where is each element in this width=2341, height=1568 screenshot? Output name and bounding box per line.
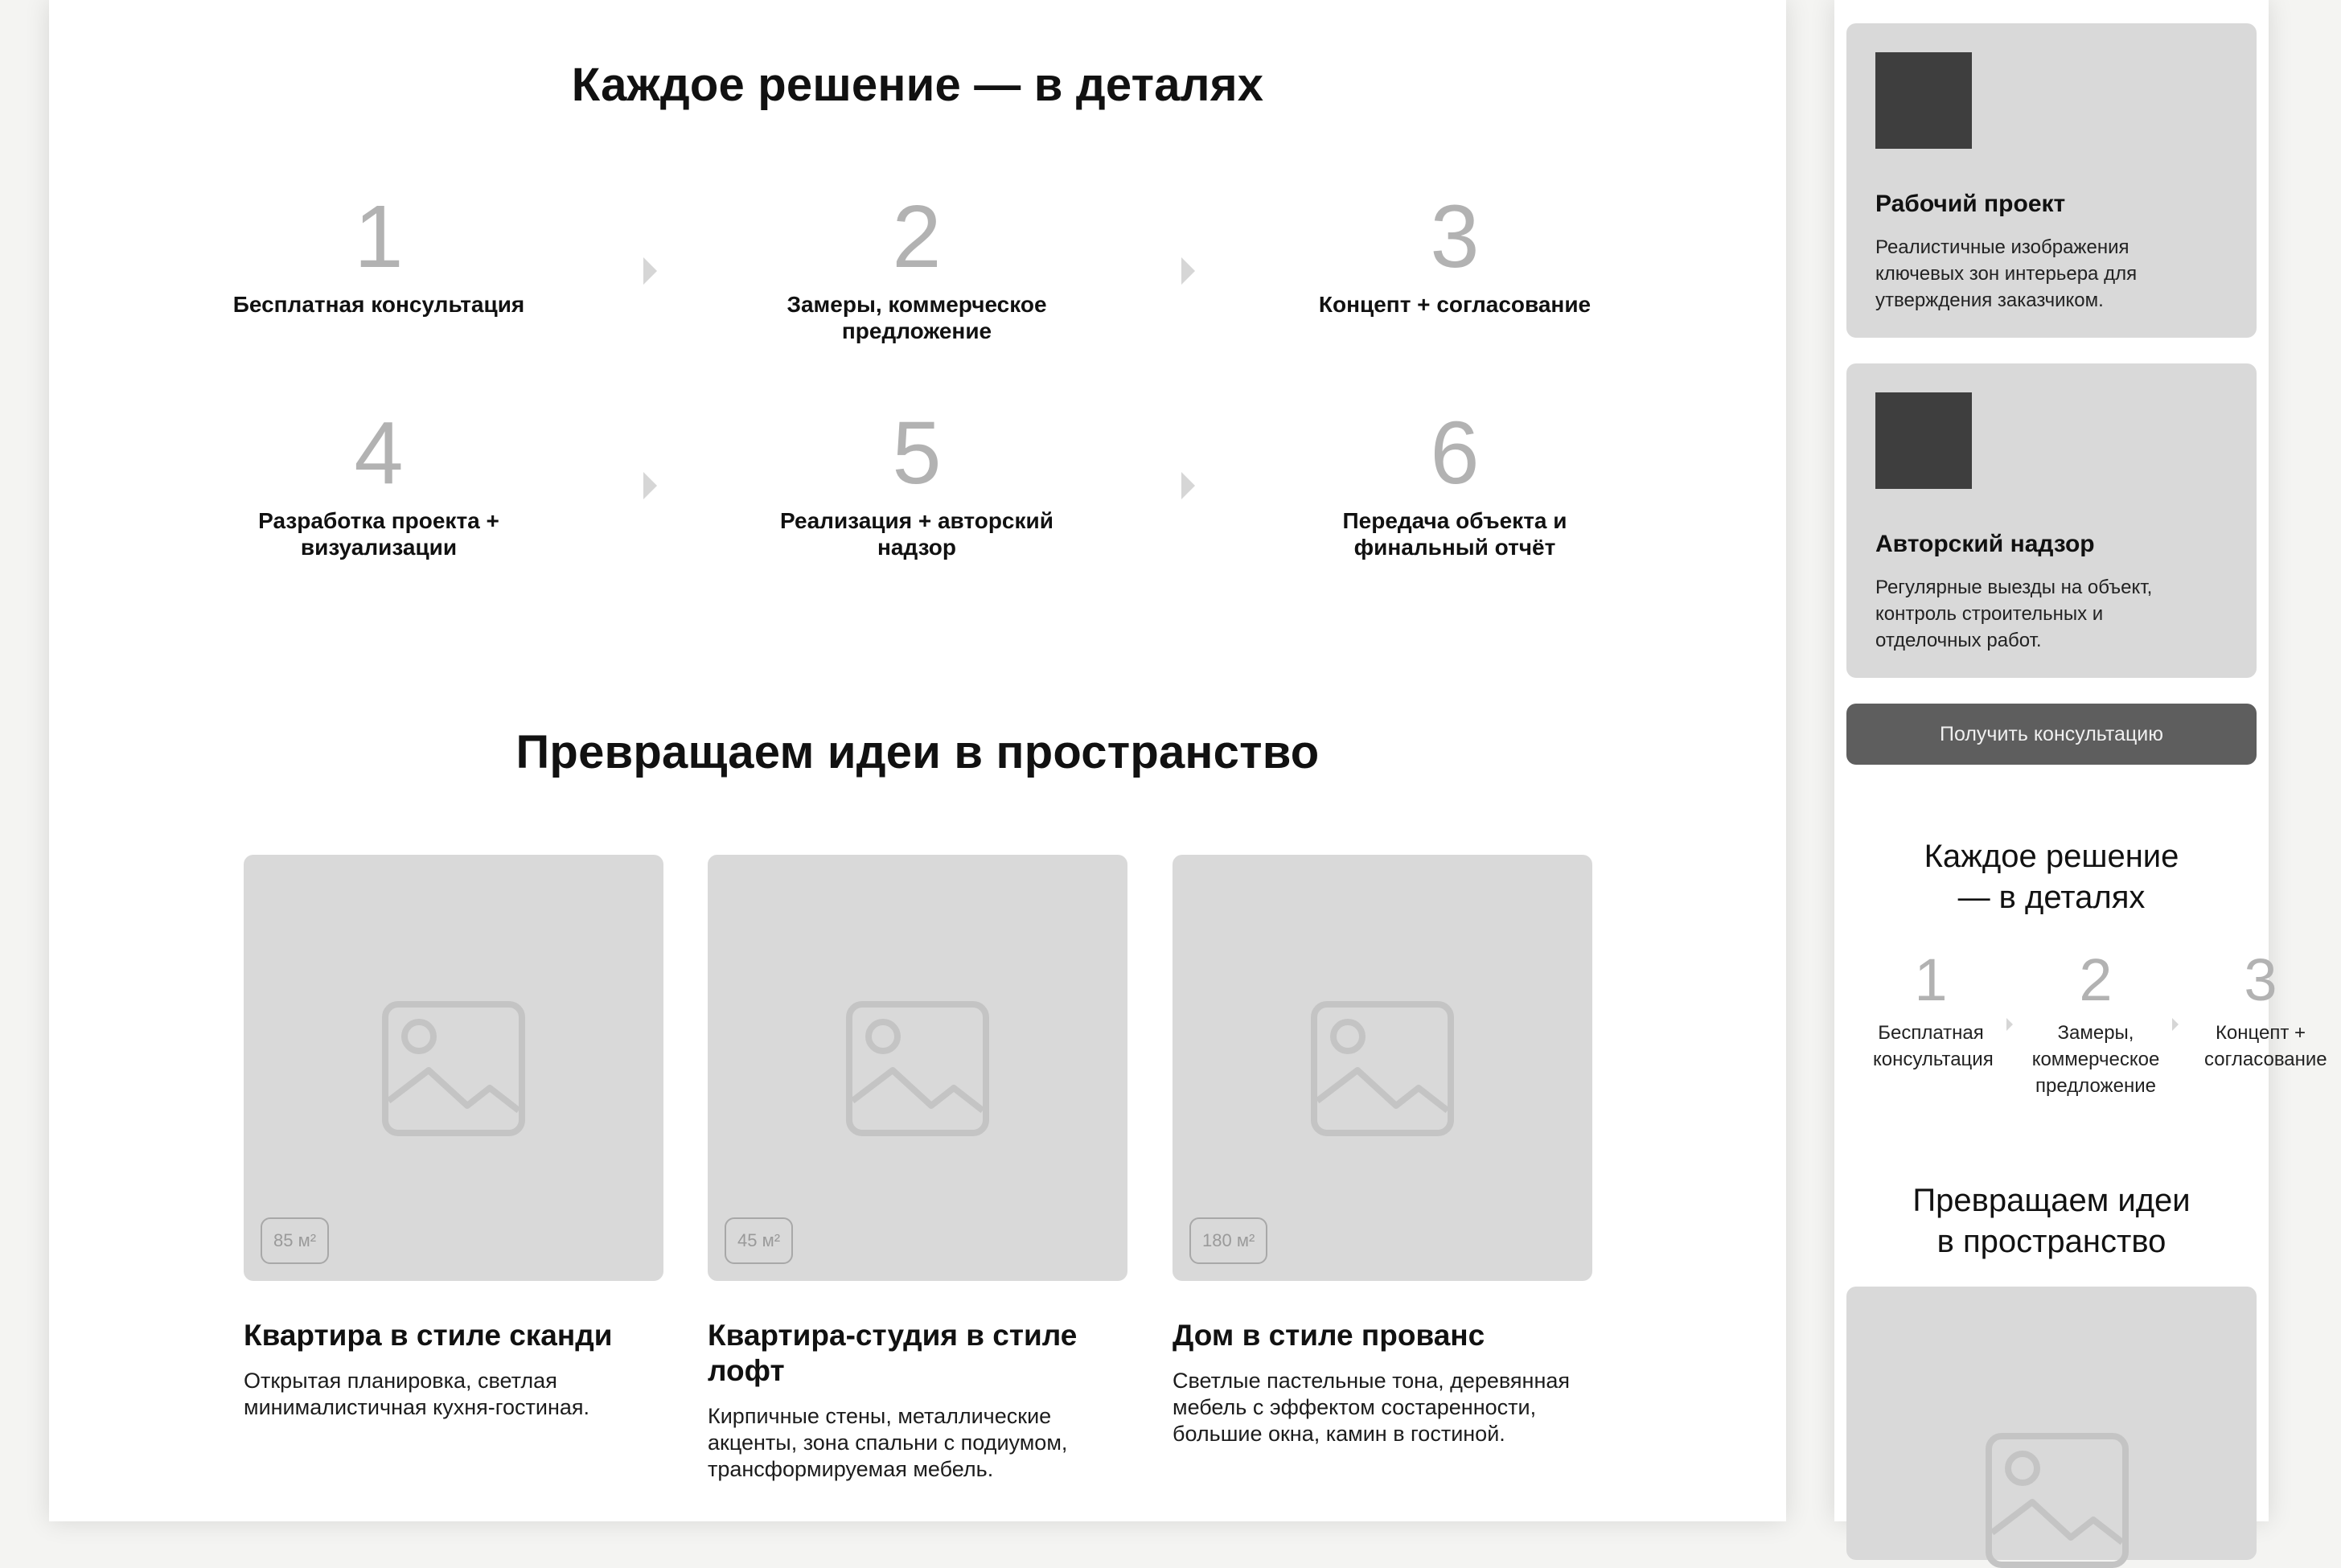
step-label: Замеры, коммерческое предложение — [786, 292, 1047, 343]
mobile-frame — [1834, 0, 2327, 1521]
service-icon — [1875, 52, 1972, 149]
process-step-4 — [210, 404, 548, 560]
mobile-process-title: Каждое решение — в деталях — [1924, 839, 2179, 915]
image-placeholder-icon — [382, 1001, 525, 1136]
step-label: Концепт + согласование — [1318, 292, 1591, 317]
image-placeholder-icon — [1986, 1433, 2129, 1568]
project-title: Квартира-студия в стиле лофт — [708, 1319, 1078, 1387]
desktop-frame — [49, 0, 1786, 1521]
project-image — [1173, 855, 1592, 1281]
step-label: Замеры, коммерческое предложение — [2031, 1022, 2160, 1097]
image-placeholder-icon — [1311, 1001, 1454, 1136]
service-description: Реалистичные изображения ключевых зон интерьера для утверждения заказчиком. — [1875, 236, 2138, 311]
process-title: Каждое решение — в деталях — [571, 59, 1264, 111]
chevron-right-icon — [2006, 1018, 2013, 1031]
step-number: 2 — [2079, 946, 2113, 1013]
process-step-1 — [210, 187, 548, 318]
area-badge: 180 м² — [1189, 1217, 1267, 1264]
project-description: Кирпичные стены, металлические акценты, зона спальни с подиумом, трансформируемая мебель. — [708, 1404, 1068, 1481]
service-title: Рабочий проект — [1875, 191, 2066, 217]
portfolio-title: Превращаем идеи в пространство — [515, 726, 1320, 778]
step-label: Концепт + согласование — [2204, 1022, 2327, 1070]
project-description: Светлые пастельные тона, деревянная мебель с эффектом состаренности, большие окна, камин в гостиной. — [1173, 1369, 1571, 1446]
process-step-5 — [748, 404, 1086, 560]
project-title: Квартира в стиле сканди — [244, 1319, 613, 1352]
image-placeholder-icon — [846, 1001, 989, 1136]
step-label: Разработка проекта + визуализации — [258, 508, 499, 560]
step-number: 2 — [892, 187, 942, 286]
service-icon — [1875, 392, 1972, 489]
project-title: Дом в стиле прованс — [1173, 1319, 1485, 1352]
process-step-6 — [1286, 404, 1624, 560]
mobile-project-card[interactable] — [1846, 1287, 2257, 1560]
project-card-scandi[interactable] — [244, 855, 663, 1421]
project-card-provence[interactable] — [1173, 855, 1592, 1447]
step-number: 1 — [354, 187, 404, 286]
mobile-step-2 — [2015, 946, 2176, 1099]
project-image — [708, 855, 1127, 1281]
step-number: 6 — [1430, 404, 1480, 503]
step-label: Бесплатная консультация — [1873, 1022, 1994, 1070]
mobile-step-3 — [2180, 946, 2341, 1073]
chevron-right-icon — [2172, 1018, 2179, 1031]
chevron-right-icon — [643, 472, 657, 499]
area-badge: 45 м² — [725, 1217, 793, 1264]
mobile-step-1 — [1850, 946, 2011, 1073]
get-consultation-button[interactable]: Получить консультацию — [1846, 704, 2257, 765]
chevron-right-icon — [1181, 257, 1195, 285]
service-title: Авторский надзор — [1875, 531, 2095, 557]
step-number: 1 — [1914, 946, 1948, 1013]
step-number: 4 — [354, 404, 404, 503]
service-description: Регулярные выезды на объект, контроль строительных и отделочных работ. — [1875, 577, 2153, 651]
chevron-right-icon — [643, 257, 657, 285]
service-card-supervision — [1846, 363, 2257, 678]
project-image — [244, 855, 663, 1281]
service-card-working-project — [1846, 23, 2257, 338]
area-badge: 85 м² — [261, 1217, 329, 1264]
step-number: 3 — [2244, 946, 2277, 1013]
mobile-portfolio-title: Превращаем идеи в пространство — [1912, 1183, 2191, 1259]
project-card-loft[interactable] — [708, 855, 1127, 1483]
step-number: 5 — [892, 404, 942, 503]
step-label: Передача объекта и финальный отчёт — [1342, 508, 1567, 560]
process-step-2 — [748, 187, 1086, 344]
process-step-3 — [1286, 187, 1624, 318]
step-label: Реализация + авторский надзор — [780, 508, 1053, 560]
step-label: Бесплатная консультация — [232, 292, 525, 317]
project-description: Открытая планировка, светлая минималистичная кухня-гостиная. — [244, 1369, 590, 1419]
chevron-right-icon — [1181, 472, 1195, 499]
step-number: 3 — [1430, 187, 1480, 286]
